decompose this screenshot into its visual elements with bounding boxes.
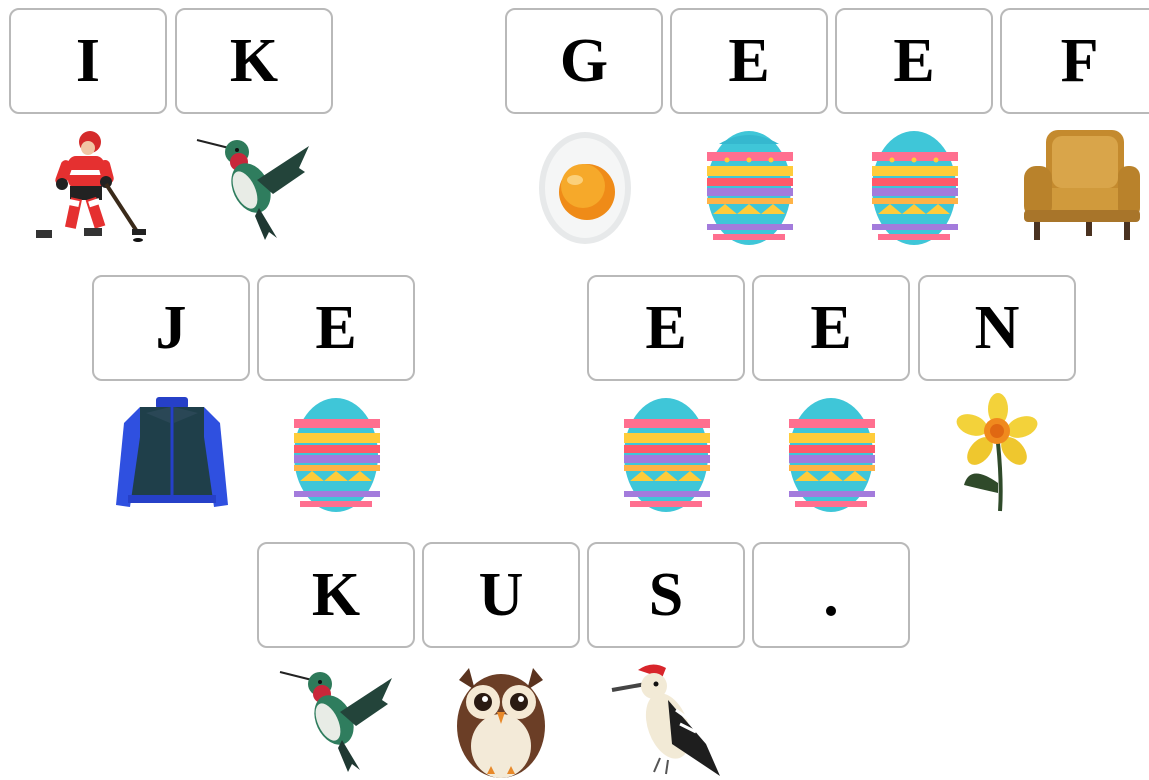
letter-tile[interactable]: U bbox=[422, 542, 580, 648]
letter-tile[interactable]: E bbox=[587, 275, 745, 381]
easter-egg-icon bbox=[610, 393, 730, 513]
armchair-icon bbox=[1020, 126, 1140, 246]
boiled-egg-icon bbox=[529, 126, 649, 246]
letter-tile[interactable]: E bbox=[835, 8, 993, 114]
easter-egg-icon bbox=[775, 393, 895, 513]
letter-tile[interactable]: K bbox=[257, 542, 415, 648]
hummingbird-icon bbox=[195, 128, 315, 248]
letter-tile[interactable]: J bbox=[92, 275, 250, 381]
easter-egg-icon bbox=[858, 126, 978, 246]
letter-tile[interactable]: I bbox=[9, 8, 167, 114]
easter-egg-icon bbox=[693, 126, 813, 246]
woodpecker-icon bbox=[610, 660, 730, 780]
letter-tile[interactable]: . bbox=[752, 542, 910, 648]
hockey-player-icon bbox=[28, 126, 148, 246]
letter-tile[interactable]: E bbox=[752, 275, 910, 381]
letter-tile[interactable]: K bbox=[175, 8, 333, 114]
letter-tile[interactable]: E bbox=[257, 275, 415, 381]
letter-tile[interactable]: N bbox=[918, 275, 1076, 381]
letter-tile[interactable]: F bbox=[1000, 8, 1149, 114]
letter-tile[interactable]: E bbox=[670, 8, 828, 114]
owl-icon bbox=[445, 660, 565, 780]
hummingbird-icon bbox=[278, 660, 398, 780]
letter-tile[interactable]: G bbox=[505, 8, 663, 114]
easter-egg-icon bbox=[280, 393, 400, 513]
daffodil-icon bbox=[940, 393, 1060, 513]
letter-tile[interactable]: S bbox=[587, 542, 745, 648]
jacket-icon bbox=[112, 393, 232, 513]
